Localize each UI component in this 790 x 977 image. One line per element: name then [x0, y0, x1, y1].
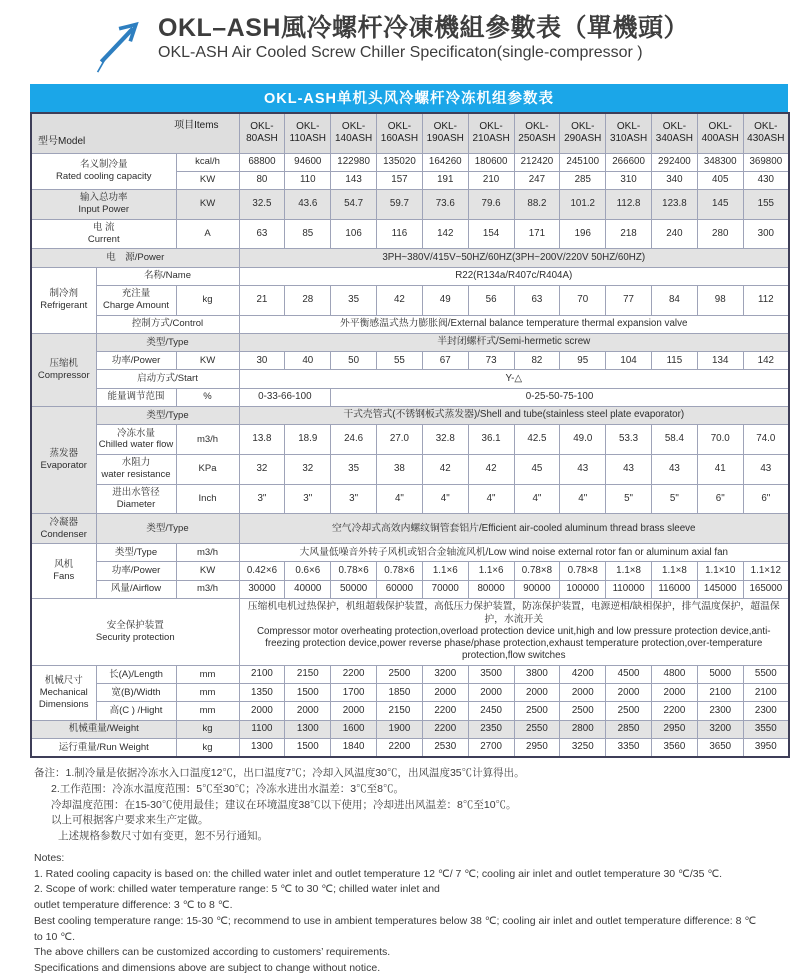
- security-text: 压缩机电机过热保护，机组超载保护装置，高低压力保护装置，防冻保护装置，电源逆相/缺相保护，排气温度保护，超温保护，水流开关 Compressor motor overheating protection,overload protection device unit,high and low pressure protection device,anti-freezing protection device,power reverse phase/phase protection,exhaust temperature protection,over-temperature protection,flow switches: [239, 598, 789, 665]
- value-cell: 0.78×6: [331, 562, 377, 580]
- value-cell: 2350: [468, 720, 514, 738]
- value-cell: 340: [651, 171, 697, 189]
- value-cell: 5": [651, 484, 697, 514]
- value-cell: 2000: [331, 702, 377, 720]
- model-column-header: OKL- 340ASH: [651, 113, 697, 153]
- value-cell: 171: [514, 219, 560, 249]
- value-cell: 2000: [651, 684, 697, 702]
- value-cell: 80000: [468, 580, 514, 598]
- value-cell: 1900: [377, 720, 423, 738]
- value-cell: 1300: [285, 720, 331, 738]
- row-label-cell: 长(A)/Length: [96, 665, 176, 683]
- value-cell: 74.0: [743, 425, 789, 455]
- value-cell: 43: [560, 454, 606, 484]
- note-line: Specifications and dimensions above are subject to change without notice.: [34, 962, 381, 975]
- value-cell: 369800: [743, 153, 789, 171]
- note-line: 以上可根据客户要求来生产定做。: [51, 814, 209, 827]
- value-cell: 56: [468, 285, 514, 315]
- value-cell: 245100: [560, 153, 606, 171]
- value-cell: 68800: [239, 153, 285, 171]
- unit-cell: %: [176, 388, 239, 406]
- unit-cell: m3/h: [176, 544, 239, 562]
- value-cell: 3560: [651, 738, 697, 757]
- value-cell: 123.8: [651, 189, 697, 219]
- value-cell: 43: [651, 454, 697, 484]
- value-cell: 2000: [285, 702, 331, 720]
- value-cell: 2700: [468, 738, 514, 757]
- row-label-cell: 安全保护装置 Security protection: [31, 598, 239, 665]
- note-line: Notes:: [34, 851, 65, 864]
- row-label-cell: 运行重量/Run Weight: [31, 738, 176, 757]
- value-cell: 53.3: [606, 425, 652, 455]
- value-cell: 1.1×6: [422, 562, 468, 580]
- merged-value-cell: 外平衡感温式热力膨胀阀/External balance temperature thermal expansion valve: [239, 315, 789, 333]
- merged-value-cell: 3PH~380V/415V~50HZ/60HZ(3PH~200V/220V 50HZ/60HZ): [239, 249, 789, 267]
- value-cell: 1500: [285, 738, 331, 757]
- title-block: [158, 14, 689, 63]
- value-cell: 2100: [239, 665, 285, 683]
- value-cell: 106: [331, 219, 377, 249]
- value-cell: 191: [422, 171, 468, 189]
- row-label-cell: 水阻力 water resistance: [96, 454, 176, 484]
- value-cell: 2000: [606, 684, 652, 702]
- row-label-cell: 充注量 Charge Amount: [96, 285, 176, 315]
- value-cell: 4": [422, 484, 468, 514]
- value-cell: 110: [285, 171, 331, 189]
- unit-cell: m3/h: [176, 580, 239, 598]
- value-cell: 70000: [422, 580, 468, 598]
- value-cell: 79.6: [468, 189, 514, 219]
- value-cell: 50000: [331, 580, 377, 598]
- value-cell: 21: [239, 285, 285, 315]
- value-cell: 18.9: [285, 425, 331, 455]
- value-cell: 218: [606, 219, 652, 249]
- merged-value-cell: 大风量低噪音外转子风机或铝合金轴流风机/Low wind noise external rotor fan or aluminum axial fan: [239, 544, 789, 562]
- value-cell: 5000: [697, 665, 743, 683]
- value-cell: 2550: [514, 720, 560, 738]
- value-cell: 2200: [422, 702, 468, 720]
- value-cell: 1500: [285, 684, 331, 702]
- unit-cell: Inch: [176, 484, 239, 514]
- value-cell: 73: [468, 352, 514, 370]
- value-cell: 135020: [377, 153, 423, 171]
- value-cell: 2850: [606, 720, 652, 738]
- model-column-header: OKL- 310ASH: [606, 113, 652, 153]
- arrow-logo-icon: [92, 18, 148, 74]
- value-cell: 80: [239, 171, 285, 189]
- unit-cell: KW: [176, 189, 239, 219]
- value-cell: 43: [743, 454, 789, 484]
- merged-value-cell: 空气冷却式高效内螺纹铜管套铝片/Efficient air-cooled aluminum thread brass sleeve: [239, 514, 789, 544]
- value-cell: 42: [377, 285, 423, 315]
- value-cell: 4": [514, 484, 560, 514]
- unit-cell: kg: [176, 720, 239, 738]
- value-cell: 2200: [377, 738, 423, 757]
- model-column-header: OKL- 110ASH: [285, 113, 331, 153]
- value-cell: 3800: [514, 665, 560, 683]
- value-cell: 116: [377, 219, 423, 249]
- model-column-header: OKL- 400ASH: [697, 113, 743, 153]
- model-column-header: OKL- 160ASH: [377, 113, 423, 153]
- value-cell: 1.1×6: [468, 562, 514, 580]
- value-cell: 0-25-50-75-100: [331, 388, 789, 406]
- value-cell: 1300: [239, 738, 285, 757]
- model-column-header: OKL- 80ASH: [239, 113, 285, 153]
- value-cell: 210: [468, 171, 514, 189]
- group-label-cell: 制冷剂 Refrigerant: [31, 267, 96, 333]
- value-cell: 266600: [606, 153, 652, 171]
- page-title: OKL–ASH風冷螺杆冷凍機組參數表（單機頭）: [158, 14, 689, 42]
- group-label-cell: 机械尺寸 Mechanical Dimensions: [31, 665, 96, 720]
- value-cell: 2200: [331, 665, 377, 683]
- value-cell: 2500: [377, 665, 423, 683]
- row-label-cell: 宽(B)/Width: [96, 684, 176, 702]
- value-cell: 98: [697, 285, 743, 315]
- row-label-cell: 电 源/Power: [31, 249, 239, 267]
- group-label-cell: 压缩机 Compressor: [31, 333, 96, 406]
- value-cell: 36.1: [468, 425, 514, 455]
- value-cell: 1600: [331, 720, 377, 738]
- row-label-cell: 类型/Type: [96, 544, 176, 562]
- value-cell: 165000: [743, 580, 789, 598]
- value-cell: 155: [743, 189, 789, 219]
- row-label-cell: 高(C ) /Hight: [96, 702, 176, 720]
- value-cell: 112: [743, 285, 789, 315]
- value-cell: 30000: [239, 580, 285, 598]
- row-label-cell: 进出水管径 Diameter: [96, 484, 176, 514]
- note-line: 上述规格参数尺寸如有变更，恕不另行通知。: [58, 830, 268, 843]
- value-cell: 42: [468, 454, 514, 484]
- value-cell: 116000: [651, 580, 697, 598]
- value-cell: 104: [606, 352, 652, 370]
- value-cell: 4200: [560, 665, 606, 683]
- unit-cell: m3/h: [176, 425, 239, 455]
- value-cell: 112.8: [606, 189, 652, 219]
- unit-cell: KW: [176, 562, 239, 580]
- table-title-bar: OKL-ASH单机头风冷螺杆冷冻机组参数表: [30, 84, 788, 112]
- row-label-cell: 风量/Airflow: [96, 580, 176, 598]
- model-column-header: OKL- 210ASH: [468, 113, 514, 153]
- value-cell: 2000: [514, 684, 560, 702]
- value-cell: 154: [468, 219, 514, 249]
- value-cell: 3200: [697, 720, 743, 738]
- value-cell: 157: [377, 171, 423, 189]
- value-cell: 2150: [377, 702, 423, 720]
- row-label-cell: 启动方式/Start: [96, 370, 239, 388]
- value-cell: 142: [422, 219, 468, 249]
- value-cell: 143: [331, 171, 377, 189]
- note-line: 2. Scope of work: chilled water temperature range: 5 ℃ to 30 ℃; chilled water inlet and: [34, 883, 440, 896]
- row-label-cell: 类型/Type: [96, 333, 239, 351]
- value-cell: 2530: [422, 738, 468, 757]
- value-cell: 32.8: [422, 425, 468, 455]
- value-cell: 2450: [468, 702, 514, 720]
- value-cell: 4": [377, 484, 423, 514]
- value-cell: 134: [697, 352, 743, 370]
- value-cell: 2500: [514, 702, 560, 720]
- value-cell: 1.1×8: [606, 562, 652, 580]
- model-column-header: OKL- 140ASH: [331, 113, 377, 153]
- value-cell: 38: [377, 454, 423, 484]
- value-cell: 100000: [560, 580, 606, 598]
- value-cell: 0.42×6: [239, 562, 285, 580]
- value-cell: 43: [606, 454, 652, 484]
- notes-english: [34, 851, 764, 977]
- value-cell: 145000: [697, 580, 743, 598]
- row-label-cell: 机械重量/Weight: [31, 720, 176, 738]
- value-cell: 4": [560, 484, 606, 514]
- value-cell: 3500: [468, 665, 514, 683]
- value-cell: 122980: [331, 153, 377, 171]
- value-cell: 4500: [606, 665, 652, 683]
- value-cell: 13.8: [239, 425, 285, 455]
- value-cell: 2950: [651, 720, 697, 738]
- row-label-cell: 功率/Power: [96, 562, 176, 580]
- value-cell: 142: [743, 352, 789, 370]
- value-cell: 310: [606, 171, 652, 189]
- row-label-cell: 名义制冷量 Rated cooling capacity: [31, 153, 176, 189]
- value-cell: 1700: [331, 684, 377, 702]
- value-cell: 27.0: [377, 425, 423, 455]
- value-cell: 63: [514, 285, 560, 315]
- value-cell: 50: [331, 352, 377, 370]
- unit-cell: KW: [176, 171, 239, 189]
- unit-cell: kg: [176, 285, 239, 315]
- value-cell: 300: [743, 219, 789, 249]
- value-cell: 0.78×8: [560, 562, 606, 580]
- value-cell: 84: [651, 285, 697, 315]
- value-cell: 0.6×6: [285, 562, 331, 580]
- value-cell: 49: [422, 285, 468, 315]
- page-header: [92, 14, 790, 74]
- value-cell: 405: [697, 171, 743, 189]
- value-cell: 95: [560, 352, 606, 370]
- model-column-header: OKL- 190ASH: [422, 113, 468, 153]
- value-cell: 2000: [560, 684, 606, 702]
- value-cell: 1850: [377, 684, 423, 702]
- value-cell: 285: [560, 171, 606, 189]
- merged-value-cell: 半封闭螺杆式/Semi-hermetic screw: [239, 333, 789, 351]
- value-cell: 2000: [422, 684, 468, 702]
- value-cell: 2300: [697, 702, 743, 720]
- value-cell: 73.6: [422, 189, 468, 219]
- value-cell: 1.1×12: [743, 562, 789, 580]
- value-cell: 2950: [514, 738, 560, 757]
- value-cell: 4800: [651, 665, 697, 683]
- unit-cell: A: [176, 219, 239, 249]
- value-cell: 3250: [560, 738, 606, 757]
- note-line: 备注：1.制冷量是依据冷冻水入口温度12℃，出口温度7℃；冷却入风温度30℃，出风温度35℃计算得出。: [34, 767, 525, 780]
- corner-items-label: 项目Items: [174, 120, 219, 131]
- value-cell: 101.2: [560, 189, 606, 219]
- value-cell: 40000: [285, 580, 331, 598]
- page: [0, 14, 790, 975]
- note-line: 冷却温度范围：在15-30℃使用最佳；建议在环境温度38℃以下使用；冷却进出风温差：8℃至10℃。: [51, 798, 517, 811]
- value-cell: 2300: [743, 702, 789, 720]
- value-cell: 42.5: [514, 425, 560, 455]
- value-cell: 77: [606, 285, 652, 315]
- value-cell: 40: [285, 352, 331, 370]
- value-cell: 2800: [560, 720, 606, 738]
- row-label-cell: 冷冻水量 Chilled water flow: [96, 425, 176, 455]
- row-label-cell: 控制方式/Control: [96, 315, 239, 333]
- unit-cell: KW: [176, 352, 239, 370]
- value-cell: 2150: [285, 665, 331, 683]
- unit-cell: kg: [176, 738, 239, 757]
- value-cell: 70: [560, 285, 606, 315]
- value-cell: 28: [285, 285, 331, 315]
- value-cell: 58.4: [651, 425, 697, 455]
- value-cell: 2000: [468, 684, 514, 702]
- note-line: 2.工作范围：冷冻水温度范围：5℃至30℃；冷冻水进出水温差：3℃至8℃。: [51, 782, 404, 795]
- value-cell: 32: [239, 454, 285, 484]
- value-cell: 6": [743, 484, 789, 514]
- value-cell: 2200: [422, 720, 468, 738]
- value-cell: 3650: [697, 738, 743, 757]
- value-cell: 88.2: [514, 189, 560, 219]
- row-label-cell: 名称/Name: [96, 267, 239, 285]
- value-cell: 430: [743, 171, 789, 189]
- value-cell: 94600: [285, 153, 331, 171]
- value-cell: 5": [606, 484, 652, 514]
- note-line: Best cooling temperature range: 15-30 ℃; recommend to use in ambient temperatures below 38 ℃; cooling air inlet and outlet temperature difference: 8 ℃ to 10 ℃.: [34, 914, 757, 943]
- value-cell: 3350: [606, 738, 652, 757]
- value-cell: 35: [331, 454, 377, 484]
- value-cell: 42: [422, 454, 468, 484]
- value-cell: 145: [697, 189, 743, 219]
- value-cell: 4": [468, 484, 514, 514]
- value-cell: 0.78×8: [514, 562, 560, 580]
- value-cell: 2100: [743, 684, 789, 702]
- note-line: The above chillers can be customized according to customers’ requirements.: [34, 946, 391, 959]
- value-cell: 63: [239, 219, 285, 249]
- value-cell: 0.78×6: [377, 562, 423, 580]
- value-cell: 280: [697, 219, 743, 249]
- value-cell: 2200: [651, 702, 697, 720]
- row-label-cell: 输入总功率 Input Power: [31, 189, 176, 219]
- unit-cell: mm: [176, 702, 239, 720]
- value-cell: 49.0: [560, 425, 606, 455]
- value-cell: 1350: [239, 684, 285, 702]
- value-cell: 2100: [697, 684, 743, 702]
- value-cell: 45: [514, 454, 560, 484]
- merged-value-cell: Y-△: [239, 370, 789, 388]
- row-label-cell: 电 流 Current: [31, 219, 176, 249]
- value-cell: 55: [377, 352, 423, 370]
- value-cell: 240: [651, 219, 697, 249]
- unit-cell: kcal/h: [176, 153, 239, 171]
- value-cell: 32.5: [239, 189, 285, 219]
- row-label-cell: 能量调节范围: [96, 388, 176, 406]
- value-cell: 3950: [743, 738, 789, 757]
- merged-value-cell: 干式壳管式(不锈钢板式蒸发器)/Shell and tube(stainless steel plate evaporator): [239, 406, 789, 424]
- row-label-cell: 类型/Type: [96, 406, 239, 424]
- value-cell: 212420: [514, 153, 560, 171]
- corner-model-label: 型号Model: [38, 136, 86, 147]
- value-cell: 110000: [606, 580, 652, 598]
- value-cell: 196: [560, 219, 606, 249]
- value-cell: 32: [285, 454, 331, 484]
- row-label-cell: 类型/Type: [96, 514, 239, 544]
- group-label-cell: 风机 Fans: [31, 544, 96, 599]
- value-cell: 1.1×8: [651, 562, 697, 580]
- group-label-cell: 蒸发器 Evaporator: [31, 406, 96, 513]
- value-cell: 292400: [651, 153, 697, 171]
- value-cell: 67: [422, 352, 468, 370]
- value-cell: 59.7: [377, 189, 423, 219]
- value-cell: 3": [285, 484, 331, 514]
- value-cell: 115: [651, 352, 697, 370]
- spec-table: [30, 112, 790, 758]
- value-cell: 82: [514, 352, 560, 370]
- note-line: outlet temperature difference: 3 ℃ to 8 ℃.: [34, 899, 233, 912]
- merged-value-cell: R22(R134a/R407c/R404A): [239, 267, 789, 285]
- value-cell: 164260: [422, 153, 468, 171]
- corner-cell: [31, 113, 239, 153]
- value-cell: 348300: [697, 153, 743, 171]
- value-cell: 30: [239, 352, 285, 370]
- value-cell: 2500: [560, 702, 606, 720]
- value-cell: 35: [331, 285, 377, 315]
- unit-cell: mm: [176, 665, 239, 683]
- value-cell: 247: [514, 171, 560, 189]
- notes-chinese: [34, 766, 764, 845]
- value-cell: 3200: [422, 665, 468, 683]
- value-cell: 24.6: [331, 425, 377, 455]
- value-cell: 1840: [331, 738, 377, 757]
- row-label-cell: 功率/Power: [96, 352, 176, 370]
- value-cell: 54.7: [331, 189, 377, 219]
- unit-cell: KPa: [176, 454, 239, 484]
- value-cell: 70.0: [697, 425, 743, 455]
- model-column-header: OKL- 250ASH: [514, 113, 560, 153]
- value-cell: 41: [697, 454, 743, 484]
- value-cell: 180600: [468, 153, 514, 171]
- value-cell: 6": [697, 484, 743, 514]
- value-cell: 3550: [743, 720, 789, 738]
- value-cell: 2000: [239, 702, 285, 720]
- unit-cell: mm: [176, 684, 239, 702]
- value-cell: 90000: [514, 580, 560, 598]
- value-cell: 60000: [377, 580, 423, 598]
- note-line: 1. Rated cooling capacity is based on: the chilled water inlet and outlet temperature 12 ℃/ 7 ℃; cooling air inlet and outlet temperature 30 ℃/35 ℃.: [34, 867, 723, 880]
- value-cell: 3": [331, 484, 377, 514]
- model-column-header: OKL- 290ASH: [560, 113, 606, 153]
- value-cell: 5500: [743, 665, 789, 683]
- page-subtitle: OKL-ASH Air Cooled Screw Chiller Specificaton(single-compressor ): [158, 43, 643, 61]
- value-cell: 2500: [606, 702, 652, 720]
- value-cell: 0-33-66-100: [239, 388, 331, 406]
- value-cell: 1100: [239, 720, 285, 738]
- group-label-cell: 冷凝器 Condenser: [31, 514, 96, 544]
- value-cell: 1.1×10: [697, 562, 743, 580]
- model-column-header: OKL- 430ASH: [743, 113, 789, 153]
- value-cell: 85: [285, 219, 331, 249]
- value-cell: 3": [239, 484, 285, 514]
- value-cell: 43.6: [285, 189, 331, 219]
